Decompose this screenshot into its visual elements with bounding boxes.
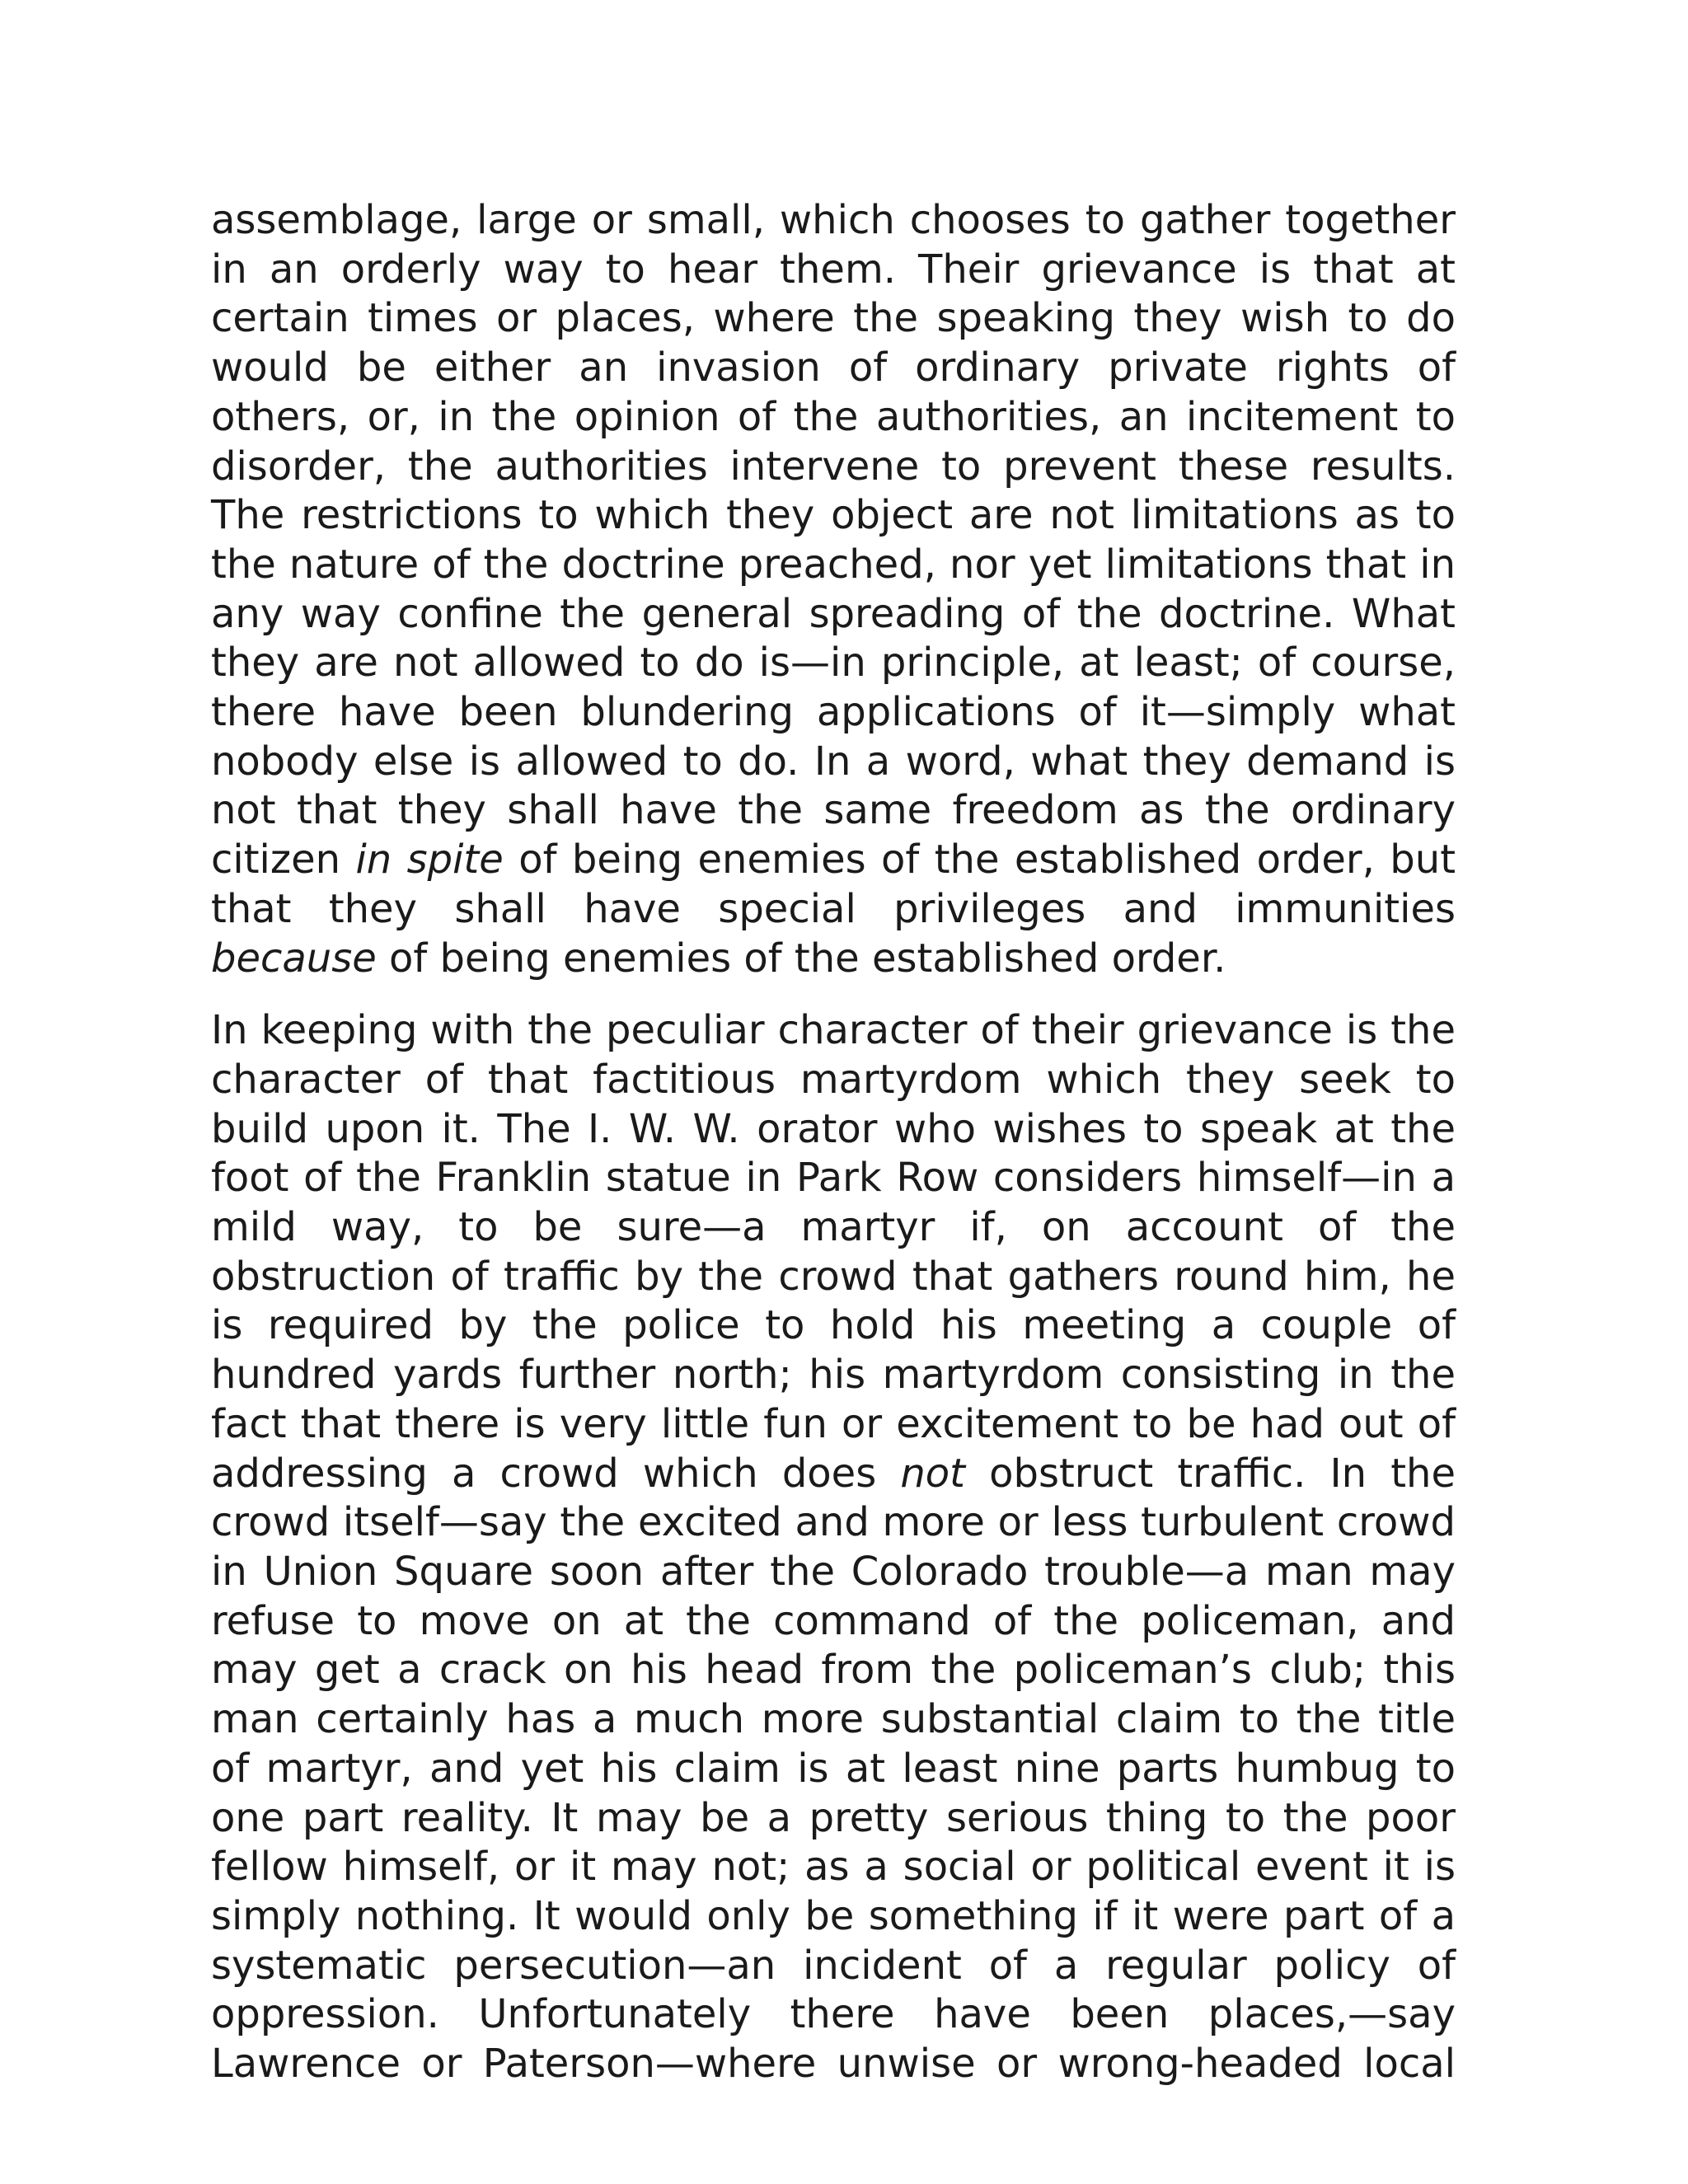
paragraph-2 <box>211 1006 1456 2088</box>
italic-segment: because <box>211 935 377 982</box>
text-segment: of being enemies of the established order, but that they shall have special privileges and immunities <box>211 837 1456 932</box>
italic-segment: not <box>900 1450 965 1497</box>
text-segment: assemblage, large or small, which chooses to gather together in an orderly way to hear them. Their grievance is that at certain times or places, where the speaking they wish to do would be either an invasion of ordinary private rights of others, or, in the opinion of the authorities, an incitement to disorder, the authorities intervene to prevent these results. The restrictions to which they object are not limitations as to the nature of the doctrine preached, nor yet limitations that in any way confine the general spreading of the doctrine. What they are not allowed to do is—in principle, at least; of course, there have been blundering applications of it—simply what nobody else is allowed to do. In a word, what they demand is not that they shall have the same freedom as the ordinary citizen <box>211 197 1456 883</box>
italic-segment: in spite <box>355 837 504 883</box>
text-segment: In keeping with the peculiar character of their grievance is the character of that factitious martyrdom which they seek to build upon it. The I. W. W. orator who wishes to speak at the foot of the Franklin statue in Park Row considers himself—in a mild way, to be sure—a martyr if, on account of the obstruction of traffic by the crowd that gathers round him, he is required by the police to hold his meeting a couple of hundred yards further north; his martyrdom consisting in the fact that there is very little fun or excitement to be had out of addressing a crowd which does <box>211 1007 1456 1497</box>
text-segment: of being enemies of the established order. <box>376 935 1226 982</box>
text-segment: obstruct traffic. In the crowd itself—say the excited and more or less turbulent crowd in Union Square soon after the Colorado trouble—a man may refuse to move on at the command of the policeman, and may get a crack on his head from the policeman’s club; this man certainly has a much more substantial claim to the title of martyr, and yet his claim is at least nine parts humbug to one part reality. It may be a pretty serious thing to the poor fellow himself, or it may not; as a social or political event it is simply nothing. It would only be something if it were part of a systematic persecution—an incident of a regular policy of oppression. Unfortunately there have been places,—say Lawrence or Paterson—where unwise or wrong-headed local <box>211 1450 1456 2088</box>
paragraph-1 <box>211 196 1456 983</box>
document-page <box>211 196 1456 2112</box>
